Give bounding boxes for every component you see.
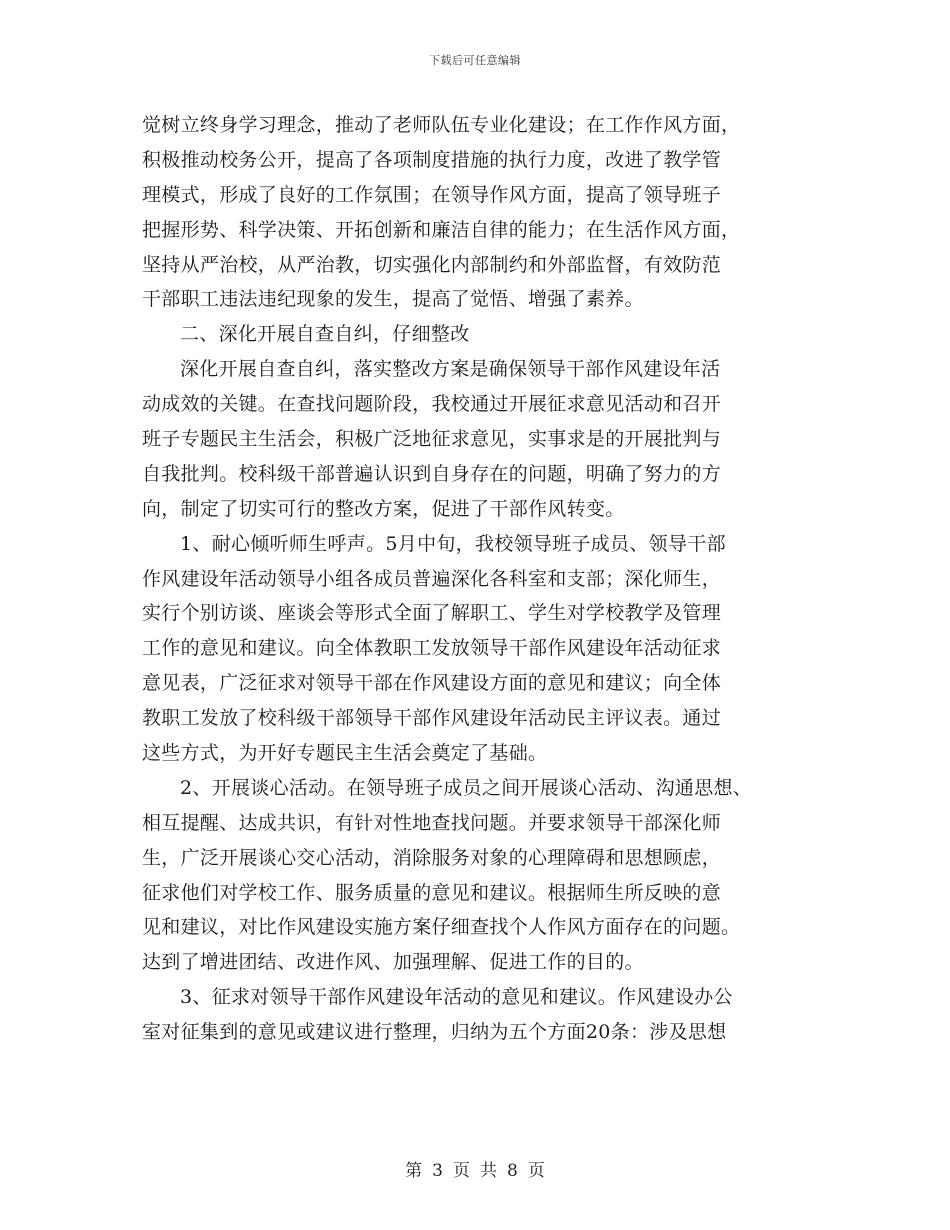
text-line: 见和建议，对比作风建设实施方案仔细查找个人作风方面存在的问题。: [142, 916, 741, 939]
page-header: 下载后可任意编辑: [429, 54, 521, 67]
section-heading: 二、深化开展自查自纠，仔细整改: [180, 323, 470, 346]
text-line: 这些方式，为开好专题民主生活会奠定了基础。: [142, 742, 548, 765]
text-line: 动成效的关键。在查找问题阶段，我校通过开展征求意见活动和召开: [142, 393, 722, 416]
text-line: 1、耐心倾听师生呼声。5月中旬，我校领导班子成员、领导干部: [180, 532, 726, 555]
text-line: 工作的意见和建议。向全体教职工发放领导干部作风建设年活动征求: [142, 637, 722, 660]
footer-page-word: 页: [453, 1161, 470, 1181]
document-body: [142, 108, 812, 1050]
text-line: 自我批判。校科级干部普遍认识到自身存在的问题，明确了努力的方: [142, 462, 722, 485]
text-line: 觉树立终身学习理念，推动了老师队伍专业化建设；在工作作风方面，: [142, 114, 741, 136]
text-line: 作风建设年活动领导小组各成员普遍深化各科室和支部；深化师生，: [142, 567, 722, 590]
text-line: 教职工发放了校科级干部领导干部作风建设年活动民主评议表。通过: [142, 707, 722, 730]
text-line: 征求他们对学校工作、服务质量的意见和建议。根据师生所反映的意: [142, 881, 722, 904]
text-line: 达到了增进团结、改进作风、加强理解、促进工作的目的。: [142, 951, 644, 974]
text-line: 把握形势、科学决策、开拓创新和廉洁自律的能力；在生活作风方面，: [142, 218, 741, 241]
text-line: 积极推动校务公开，提高了各项制度措施的执行力度，改进了教学管: [142, 148, 722, 171]
text-line: 理模式，形成了良好的工作氛围；在领导作风方面，提高了领导班子: [142, 183, 722, 206]
text-line: 意见表，广泛征求对领导干部在作风建设方面的意见和建议；向全体: [142, 672, 722, 695]
text-line: 干部职工违法违纪现象的发生，提高了觉悟、增强了素养。: [142, 288, 644, 311]
text-line: 向，制定了切实可行的整改方案，促进了干部作风转变。: [142, 497, 625, 520]
text-line: 室对征集到的意见或建议进行整理，归纳为五个方面20条：涉及思想: [142, 1021, 727, 1044]
text-line: 3、征求对领导干部作风建设年活动的意见和建议。作风建设办公: [180, 986, 733, 1009]
footer-total-word: 共: [480, 1161, 497, 1181]
page-footer: [0, 1156, 950, 1181]
text-line: 深化开展自查自纠，落实整改方案是确保领导干部作风建设年活: [180, 358, 721, 381]
footer-prefix: 第: [405, 1161, 423, 1181]
text-line: 班子专题民主生活会，积极广泛地征求意见，实事求是的开展批判与: [142, 428, 722, 451]
text-line: 坚持从严治校，从严治教，切实强化内部制约和外部监督，有效防范: [142, 253, 722, 276]
footer-suffix: 页: [527, 1161, 545, 1181]
text-line: 相互提醒、达成共识，有针对性地查找问题。并要求领导干部深化师: [142, 811, 722, 834]
text-line: 实行个别访谈、座谈会等形式全面了解职工、学生对学校教学及管理: [142, 602, 722, 625]
text-line: 生，广泛开展谈心交心活动，消除服务对象的心理障碍和思想顾虑，: [142, 846, 722, 869]
text-line: 2、开展谈心活动。在领导班子成员之间开展谈心活动、沟通思想、: [180, 776, 753, 799]
page-number-current: 3: [432, 1161, 443, 1181]
page-number-total: 8: [507, 1161, 518, 1181]
